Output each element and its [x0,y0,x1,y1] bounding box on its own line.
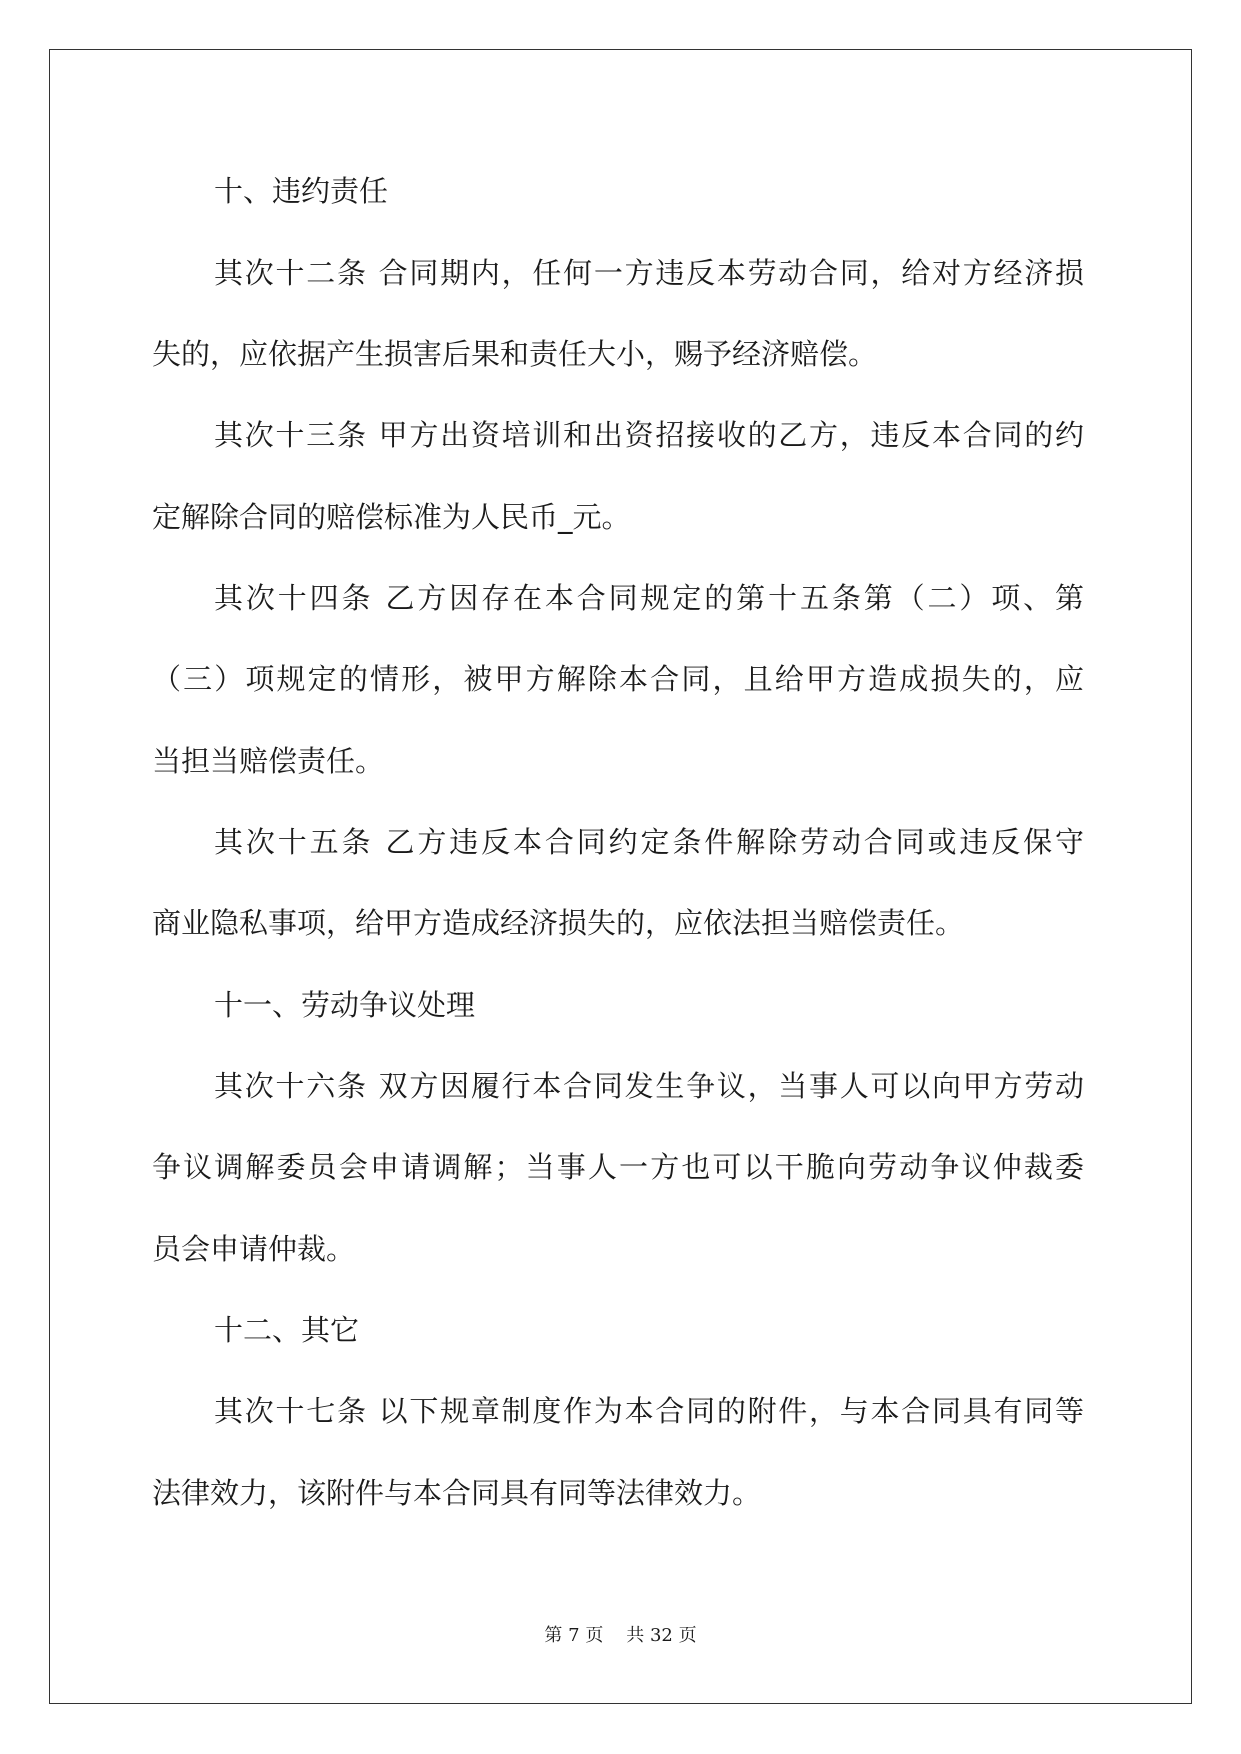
article-24-line-2: （三）项规定的情形，被甲方解除本合同，且给甲方造成损失的，应 [152,662,1084,696]
article-25-line-1: 其次十五条 乙方违反本合同约定条件解除劳动合同或违反保守 [214,825,1084,859]
article-26-line-3: 员会申请仲裁。 [152,1232,356,1266]
section-heading-12: 十二、其它 [214,1313,360,1347]
page-border [49,49,1192,1704]
article-24-line-1: 其次十四条 乙方因存在本合同规定的第十五条第（二）项、第 [214,581,1084,615]
article-23-line-2: 定解除合同的赔偿标准为人民币_元。 [152,500,631,534]
section-heading-10: 十、违约责任 [214,174,389,208]
article-24-line-3: 当担当赔偿责任。 [152,744,385,778]
article-22-line-1: 其次十二条 合同期内，任何一方违反本劳动合同，给对方经济损 [214,256,1084,290]
article-22-line-2: 失的，应依据产生损害后果和责任大小，赐予经济赔偿。 [152,337,878,371]
page-footer [0,1621,1241,1647]
article-23-line-1: 其次十三条 甲方出资培训和出资招接收的乙方，违反本合同的约 [214,418,1084,452]
page-number: 第 7 页 [544,1625,604,1646]
section-heading-11: 十一、劳动争议处理 [214,988,476,1022]
article-26-line-1: 其次十六条 双方因履行本合同发生争议，当事人可以向甲方劳动 [214,1069,1084,1103]
article-25-line-2: 商业隐私事项，给甲方造成经济损失的，应依法担当赔偿责任。 [152,906,965,940]
article-26-line-2: 争议调解委员会申请调解；当事人一方也可以干脆向劳动争议仲裁委 [152,1150,1084,1184]
page-total: 共 32 页 [626,1625,697,1646]
article-27-line-1: 其次十七条 以下规章制度作为本合同的附件，与本合同具有同等 [214,1394,1084,1428]
article-27-line-2: 法律效力，该附件与本合同具有同等法律效力。 [152,1476,762,1510]
